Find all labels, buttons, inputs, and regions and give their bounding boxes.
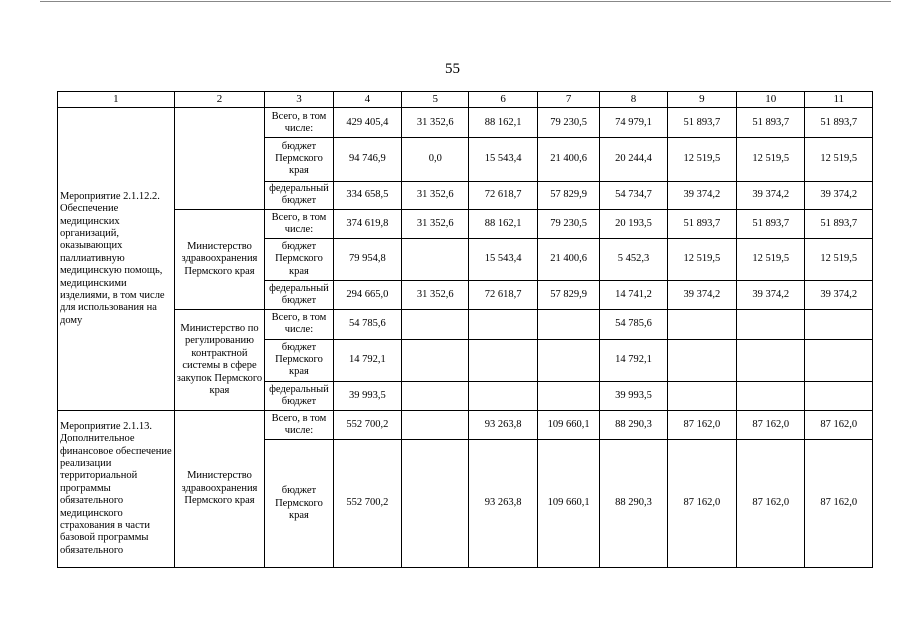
value-cell: 0,0 [402, 138, 469, 181]
value-cell: 12 519,5 [667, 138, 736, 181]
value-cell: 51 893,7 [667, 209, 736, 238]
value-cell [537, 310, 599, 339]
value-cell [402, 238, 469, 280]
value-cell: 94 746,9 [333, 138, 401, 181]
value-cell: 39 993,5 [600, 381, 667, 410]
value-cell: 31 352,6 [402, 181, 469, 209]
funding-source-cell: федеральный бюджет [265, 381, 333, 410]
value-cell: 31 352,6 [402, 281, 469, 310]
value-cell [667, 310, 736, 339]
table-row [58, 310, 873, 339]
value-cell: 12 519,5 [737, 138, 805, 181]
value-cell: 72 618,7 [469, 281, 537, 310]
value-cell [402, 310, 469, 339]
funding-source-cell: федеральный бюджет [265, 281, 333, 310]
value-cell: 12 519,5 [667, 238, 736, 280]
value-cell [667, 381, 736, 410]
value-cell [469, 381, 537, 410]
value-cell: 14 741,2 [600, 281, 667, 310]
header-cell: 7 [537, 92, 599, 108]
header-cell: 8 [600, 92, 667, 108]
value-cell: 5 452,3 [600, 238, 667, 280]
executor-cell: Министерство по регулированию контрактной системы в сфере закупок Пермского края [174, 310, 265, 411]
value-cell: 31 352,6 [402, 209, 469, 238]
value-cell: 79 230,5 [537, 108, 599, 138]
value-cell [737, 339, 805, 381]
value-cell: 93 263,8 [469, 410, 537, 439]
value-cell: 39 374,2 [805, 181, 873, 209]
funding-source-cell: Всего, в том числе: [265, 209, 333, 238]
funding-source-cell: бюджет Пермского края [265, 440, 333, 568]
event-name-cell: Мероприятие 2.1.13. Дополнительное финансовое обеспечение реализации территориальной программы обязательного медицинского страхования в части базовой программы обязательного [58, 410, 175, 567]
value-cell: 87 162,0 [667, 440, 736, 568]
value-cell: 87 162,0 [737, 440, 805, 568]
value-cell: 39 374,2 [737, 281, 805, 310]
value-cell: 429 405,4 [333, 108, 401, 138]
value-cell [737, 310, 805, 339]
value-cell [402, 339, 469, 381]
value-cell: 51 893,7 [805, 209, 873, 238]
value-cell [402, 381, 469, 410]
funding-source-cell: бюджет Пермского края [265, 138, 333, 181]
header-cell: 1 [58, 92, 175, 108]
value-cell: 88 290,3 [600, 440, 667, 568]
header-cell: 5 [402, 92, 469, 108]
value-cell: 57 829,9 [537, 181, 599, 209]
value-cell: 79 230,5 [537, 209, 599, 238]
funding-source-cell: бюджет Пермского края [265, 339, 333, 381]
value-cell [469, 339, 537, 381]
value-cell: 39 993,5 [333, 381, 401, 410]
value-cell: 294 665,0 [333, 281, 401, 310]
table-row [58, 410, 873, 439]
value-cell [402, 410, 469, 439]
value-cell: 57 829,9 [537, 281, 599, 310]
scan-edge-line [40, 1, 891, 2]
value-cell: 87 162,0 [737, 410, 805, 439]
value-cell: 552 700,2 [333, 410, 401, 439]
value-cell [537, 381, 599, 410]
table-row [58, 108, 873, 138]
value-cell: 74 979,1 [600, 108, 667, 138]
value-cell: 12 519,5 [737, 238, 805, 280]
value-cell: 12 519,5 [805, 138, 873, 181]
header-cell: 4 [333, 92, 401, 108]
value-cell: 31 352,6 [402, 108, 469, 138]
value-cell: 15 543,4 [469, 138, 537, 181]
value-cell: 374 619,8 [333, 209, 401, 238]
page-number: 55 [445, 61, 460, 77]
value-cell: 21 400,6 [537, 238, 599, 280]
value-cell: 88 290,3 [600, 410, 667, 439]
value-cell: 14 792,1 [333, 339, 401, 381]
value-cell: 54 785,6 [333, 310, 401, 339]
value-cell [805, 339, 873, 381]
executor-cell: Министерство здравоохранения Пермского края [174, 410, 265, 567]
value-cell: 21 400,6 [537, 138, 599, 181]
value-cell: 109 660,1 [537, 410, 599, 439]
value-cell: 54 785,6 [600, 310, 667, 339]
value-cell: 20 244,4 [600, 138, 667, 181]
header-cell: 6 [469, 92, 537, 108]
value-cell: 93 263,8 [469, 440, 537, 568]
value-cell: 15 543,4 [469, 238, 537, 280]
value-cell: 87 162,0 [805, 440, 873, 568]
value-cell: 14 792,1 [600, 339, 667, 381]
funding-source-cell: Всего, в том числе: [265, 108, 333, 138]
value-cell: 20 193,5 [600, 209, 667, 238]
value-cell [537, 339, 599, 381]
value-cell: 109 660,1 [537, 440, 599, 568]
value-cell: 51 893,7 [667, 108, 736, 138]
value-cell: 72 618,7 [469, 181, 537, 209]
value-cell: 39 374,2 [737, 181, 805, 209]
header-cell: 11 [805, 92, 873, 108]
value-cell [805, 310, 873, 339]
value-cell: 39 374,2 [667, 181, 736, 209]
header-cell: 10 [737, 92, 805, 108]
value-cell: 51 893,7 [737, 108, 805, 138]
executor-cell: Министерство здравоохранения Пермского края [174, 209, 265, 310]
header-cell: 3 [265, 92, 333, 108]
value-cell: 51 893,7 [805, 108, 873, 138]
value-cell: 88 162,1 [469, 209, 537, 238]
value-cell: 51 893,7 [737, 209, 805, 238]
value-cell: 88 162,1 [469, 108, 537, 138]
value-cell: 54 734,7 [600, 181, 667, 209]
value-cell [469, 310, 537, 339]
budget-table [57, 91, 873, 568]
value-cell: 39 374,2 [805, 281, 873, 310]
funding-source-cell: Всего, в том числе: [265, 310, 333, 339]
funding-source-cell: бюджет Пермского края [265, 238, 333, 280]
value-cell [737, 381, 805, 410]
value-cell: 87 162,0 [667, 410, 736, 439]
funding-source-cell: Всего, в том числе: [265, 410, 333, 439]
value-cell: 79 954,8 [333, 238, 401, 280]
funding-source-cell: федеральный бюджет [265, 181, 333, 209]
event-name-cell: Мероприятие 2.1.12.2. Обеспечение медицинских организаций, оказывающих паллиативную медицинскую помощь, медицинскими изделиями, в том числе для использования на дому [58, 108, 175, 411]
value-cell: 12 519,5 [805, 238, 873, 280]
executor-cell-empty [174, 108, 265, 210]
header-row [58, 92, 873, 108]
header-cell: 2 [174, 92, 265, 108]
value-cell: 39 374,2 [667, 281, 736, 310]
value-cell: 552 700,2 [333, 440, 401, 568]
header-cell: 9 [667, 92, 736, 108]
value-cell [667, 339, 736, 381]
value-cell: 334 658,5 [333, 181, 401, 209]
value-cell [805, 381, 873, 410]
value-cell [402, 440, 469, 568]
value-cell: 87 162,0 [805, 410, 873, 439]
table-row [58, 209, 873, 238]
